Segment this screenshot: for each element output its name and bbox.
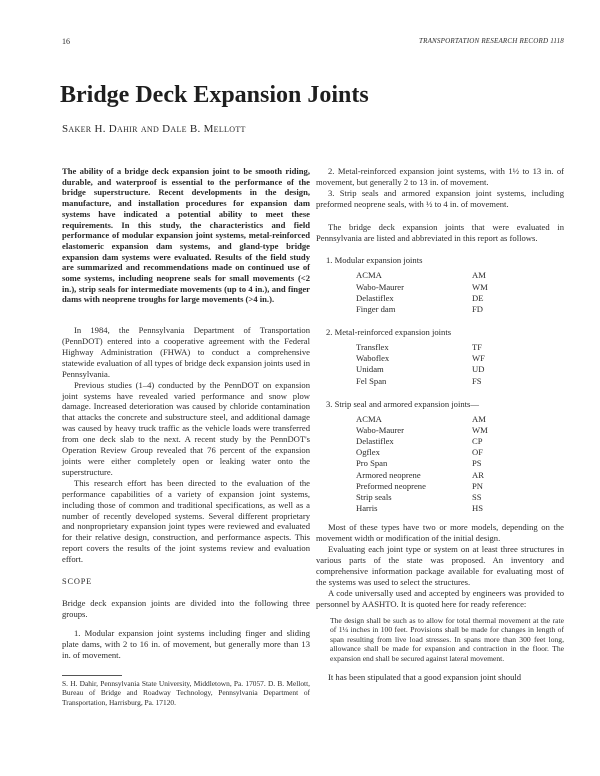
- joint-name: Wabo-Maurer: [356, 424, 404, 435]
- joint-code: UD: [472, 364, 485, 375]
- scope-paragraph-2: 1. Modular expansion joint systems including finger and sliding plate dams, with 2 to 16 in. of movement, but generally more than 13 in. of movement.: [62, 627, 310, 660]
- models-paragraph: Most of these types have two or more models, depending on the movement width or modification of the initial design.: [316, 522, 564, 544]
- joint-row: [356, 376, 485, 387]
- closing-paragraph: It has been stipulated that a good expansion joint should: [328, 671, 522, 682]
- joint-code: CP: [472, 436, 483, 447]
- joint-name: Delastiflex: [356, 436, 394, 447]
- joint-row: [356, 293, 488, 304]
- group1-table: [356, 270, 488, 315]
- page-number: 16: [62, 37, 70, 46]
- joint-row: [356, 458, 488, 469]
- joint-row: [356, 481, 488, 492]
- joint-name: Fel Span: [356, 375, 387, 386]
- right-column: [316, 166, 564, 682]
- journal-running-head: TRANSPORTATION RESEARCH RECORD 1118: [419, 37, 564, 45]
- joint-name: Transflex: [356, 342, 389, 352]
- joint-code: AR: [472, 469, 484, 480]
- joint-code: FS: [472, 375, 482, 386]
- joint-code: FD: [472, 303, 483, 314]
- section-heading-scope: SCOPE: [62, 577, 93, 587]
- joint-code: WM: [472, 424, 488, 435]
- footnote-rule: [62, 675, 122, 676]
- joint-name: Preformed neoprene: [356, 480, 426, 491]
- joint-row: [356, 425, 488, 436]
- joint-code: TF: [472, 342, 483, 352]
- paper-title: Bridge Deck Expansion Joints: [60, 82, 369, 108]
- joint-row: [356, 470, 488, 481]
- abstract: The ability of a bridge deck expansion joint to be smooth riding, durable, and waterproof is essential to the performance of the bridge superstructure. Recent developments in the design, manufacture, and installation procedures for expansion dam systems have indicated a potential ability to meet these requirements. In this study, the characteristics and field performance of modular expansion joint systems, metal-reinforced elastomeric expansion dam systems, and gland-type bridge expansion dam systems were evaluated. Results of the field study are summarized and recommendations made on continued use of some systems, including neoprene seals for small movements (<2 in.), strip seals for intermediate movements (up to 4 in.), and finger dams with neoprene troughs for large movements (>4 in.).: [62, 166, 310, 305]
- joint-row: [356, 342, 485, 353]
- joint-code: SS: [472, 491, 482, 502]
- joint-code: PS: [472, 458, 482, 469]
- joint-row: [356, 304, 488, 315]
- group3-table: [356, 414, 488, 515]
- joint-code: WF: [472, 353, 485, 364]
- group1-heading: 1. Modular expansion joints: [326, 255, 423, 266]
- scope-paragraph-1: Bridge deck expansion joints are divided into the following three groups.: [62, 597, 310, 619]
- joint-code: AM: [472, 413, 486, 424]
- left-column: [62, 166, 310, 707]
- group3-heading: 3. Strip seal and armored expansion joints—: [326, 398, 479, 409]
- scope-item-2: 2. Metal-reinforced expansion joint systems, with 1½ to 13 in. of movement, but generally 2 to 13 in. of movement.: [316, 166, 564, 187]
- joint-name: Wabo-Maurer: [356, 281, 404, 292]
- joint-row: [356, 436, 488, 447]
- joint-name: Armored neoprene: [356, 469, 421, 480]
- joint-code: WM: [472, 281, 488, 292]
- list-intro: The bridge deck expansion joints that were evaluated in Pennsylvania are listed and abbreviated in this report as follows.: [316, 221, 564, 243]
- joint-name: ACMA: [356, 270, 382, 281]
- joint-name: ACMA: [356, 413, 382, 424]
- author-footnote: S. H. Dahir, Pennsylvania State University, Middletown, Pa. 17057. D. B. Mellott, Bureau of Bridge and Roadway Technology, Pennsylvania Department of Transportation, Harrisburg, Pa. 17120.: [62, 678, 310, 707]
- joint-name: Harris: [356, 503, 378, 514]
- joint-row: [356, 282, 488, 293]
- aashto-quote: The design shall be such as to allow for total thermal movement at the rate of 1¼ inches in 100 feet. Provisions shall be made for changes in length of span resulting from live load stresses. In spans more than 300 feet long, allowance shall be made for expansion and contraction in the floor. The expansion end shall be secured against lateral movement.: [330, 615, 564, 663]
- joint-code: DE: [472, 292, 484, 303]
- joint-row: [356, 364, 485, 375]
- paper-authors: Saker H. Dahir and Dale B. Mellott: [62, 123, 246, 135]
- intro-paragraph-3: This research effort has been directed to the evaluation of the performance capabilities of a variety of expansion joint systems, including those of common and traditional specifications, as well as a number of recently developed systems. Several different proprietary and nonproprietary expansion joint types were reviewed and evaluated for their relative design, construction, and performance aspects. This report covers the results of the joint systems review and evaluation effort.: [62, 477, 310, 565]
- joint-code: AM: [472, 270, 486, 281]
- joint-name: Strip seals: [356, 491, 392, 502]
- aashto-paragraph: A code universally used and accepted by engineers was provided to personnel by AASHTO. It is quoted here for ready reference:: [316, 587, 564, 609]
- joint-row: [356, 447, 488, 458]
- joint-name: Ogflex: [356, 447, 380, 458]
- joint-row: [356, 414, 488, 425]
- joint-code: PN: [472, 480, 483, 491]
- joint-name: Delastiflex: [356, 292, 394, 303]
- joint-row: [356, 492, 488, 503]
- joint-row: [356, 503, 488, 514]
- joint-code: HS: [472, 503, 483, 514]
- group2-table: [356, 342, 485, 387]
- group2-heading: 2. Metal-reinforced expansion joints: [326, 327, 452, 338]
- joint-name: Unidam: [356, 364, 384, 375]
- joint-name: Waboflex: [356, 353, 390, 364]
- scope-item-3: 3. Strip seals and armored expansion joint systems, including preformed neoprene seals, with ½ to 4 in. of movement.: [316, 187, 564, 209]
- joint-row: [356, 353, 485, 364]
- joint-code: OF: [472, 447, 483, 458]
- intro-paragraph-2: Previous studies (1–4) conducted by the PennDOT on expansion joint systems have revealed varied performance and snow plow damage. Increased deterioration was caused by chloride contamination that attacks the concrete and substructure steel, and additional damage was caused by heavy truck traffic as the vehicle loads were transferred from one deck slab to the next. A recent study by the PennDOT's Operation Review Group revealed that 76 percent of the expansion joints were either completely open or leaking water onto the superstructure.: [62, 379, 310, 477]
- joint-name: Pro Span: [356, 458, 388, 469]
- joint-name: Finger dam: [356, 303, 396, 314]
- evaluation-paragraph: Evaluating each joint type or system on at least three structures in various parts of the state was proposed. An inventory and comprehensive information package available for evaluating most of the systems was used to select the structures.: [316, 544, 564, 587]
- intro-paragraph-1: In 1984, the Pennsylvania Department of Transportation (PennDOT) entered into a cooperative agreement with the Federal Highway Administration (FHWA) to conduct a comprehensive statewide evaluation of all types of bridge deck expansion joints used in Pennsylvania.: [62, 325, 310, 379]
- joint-row: [356, 270, 488, 281]
